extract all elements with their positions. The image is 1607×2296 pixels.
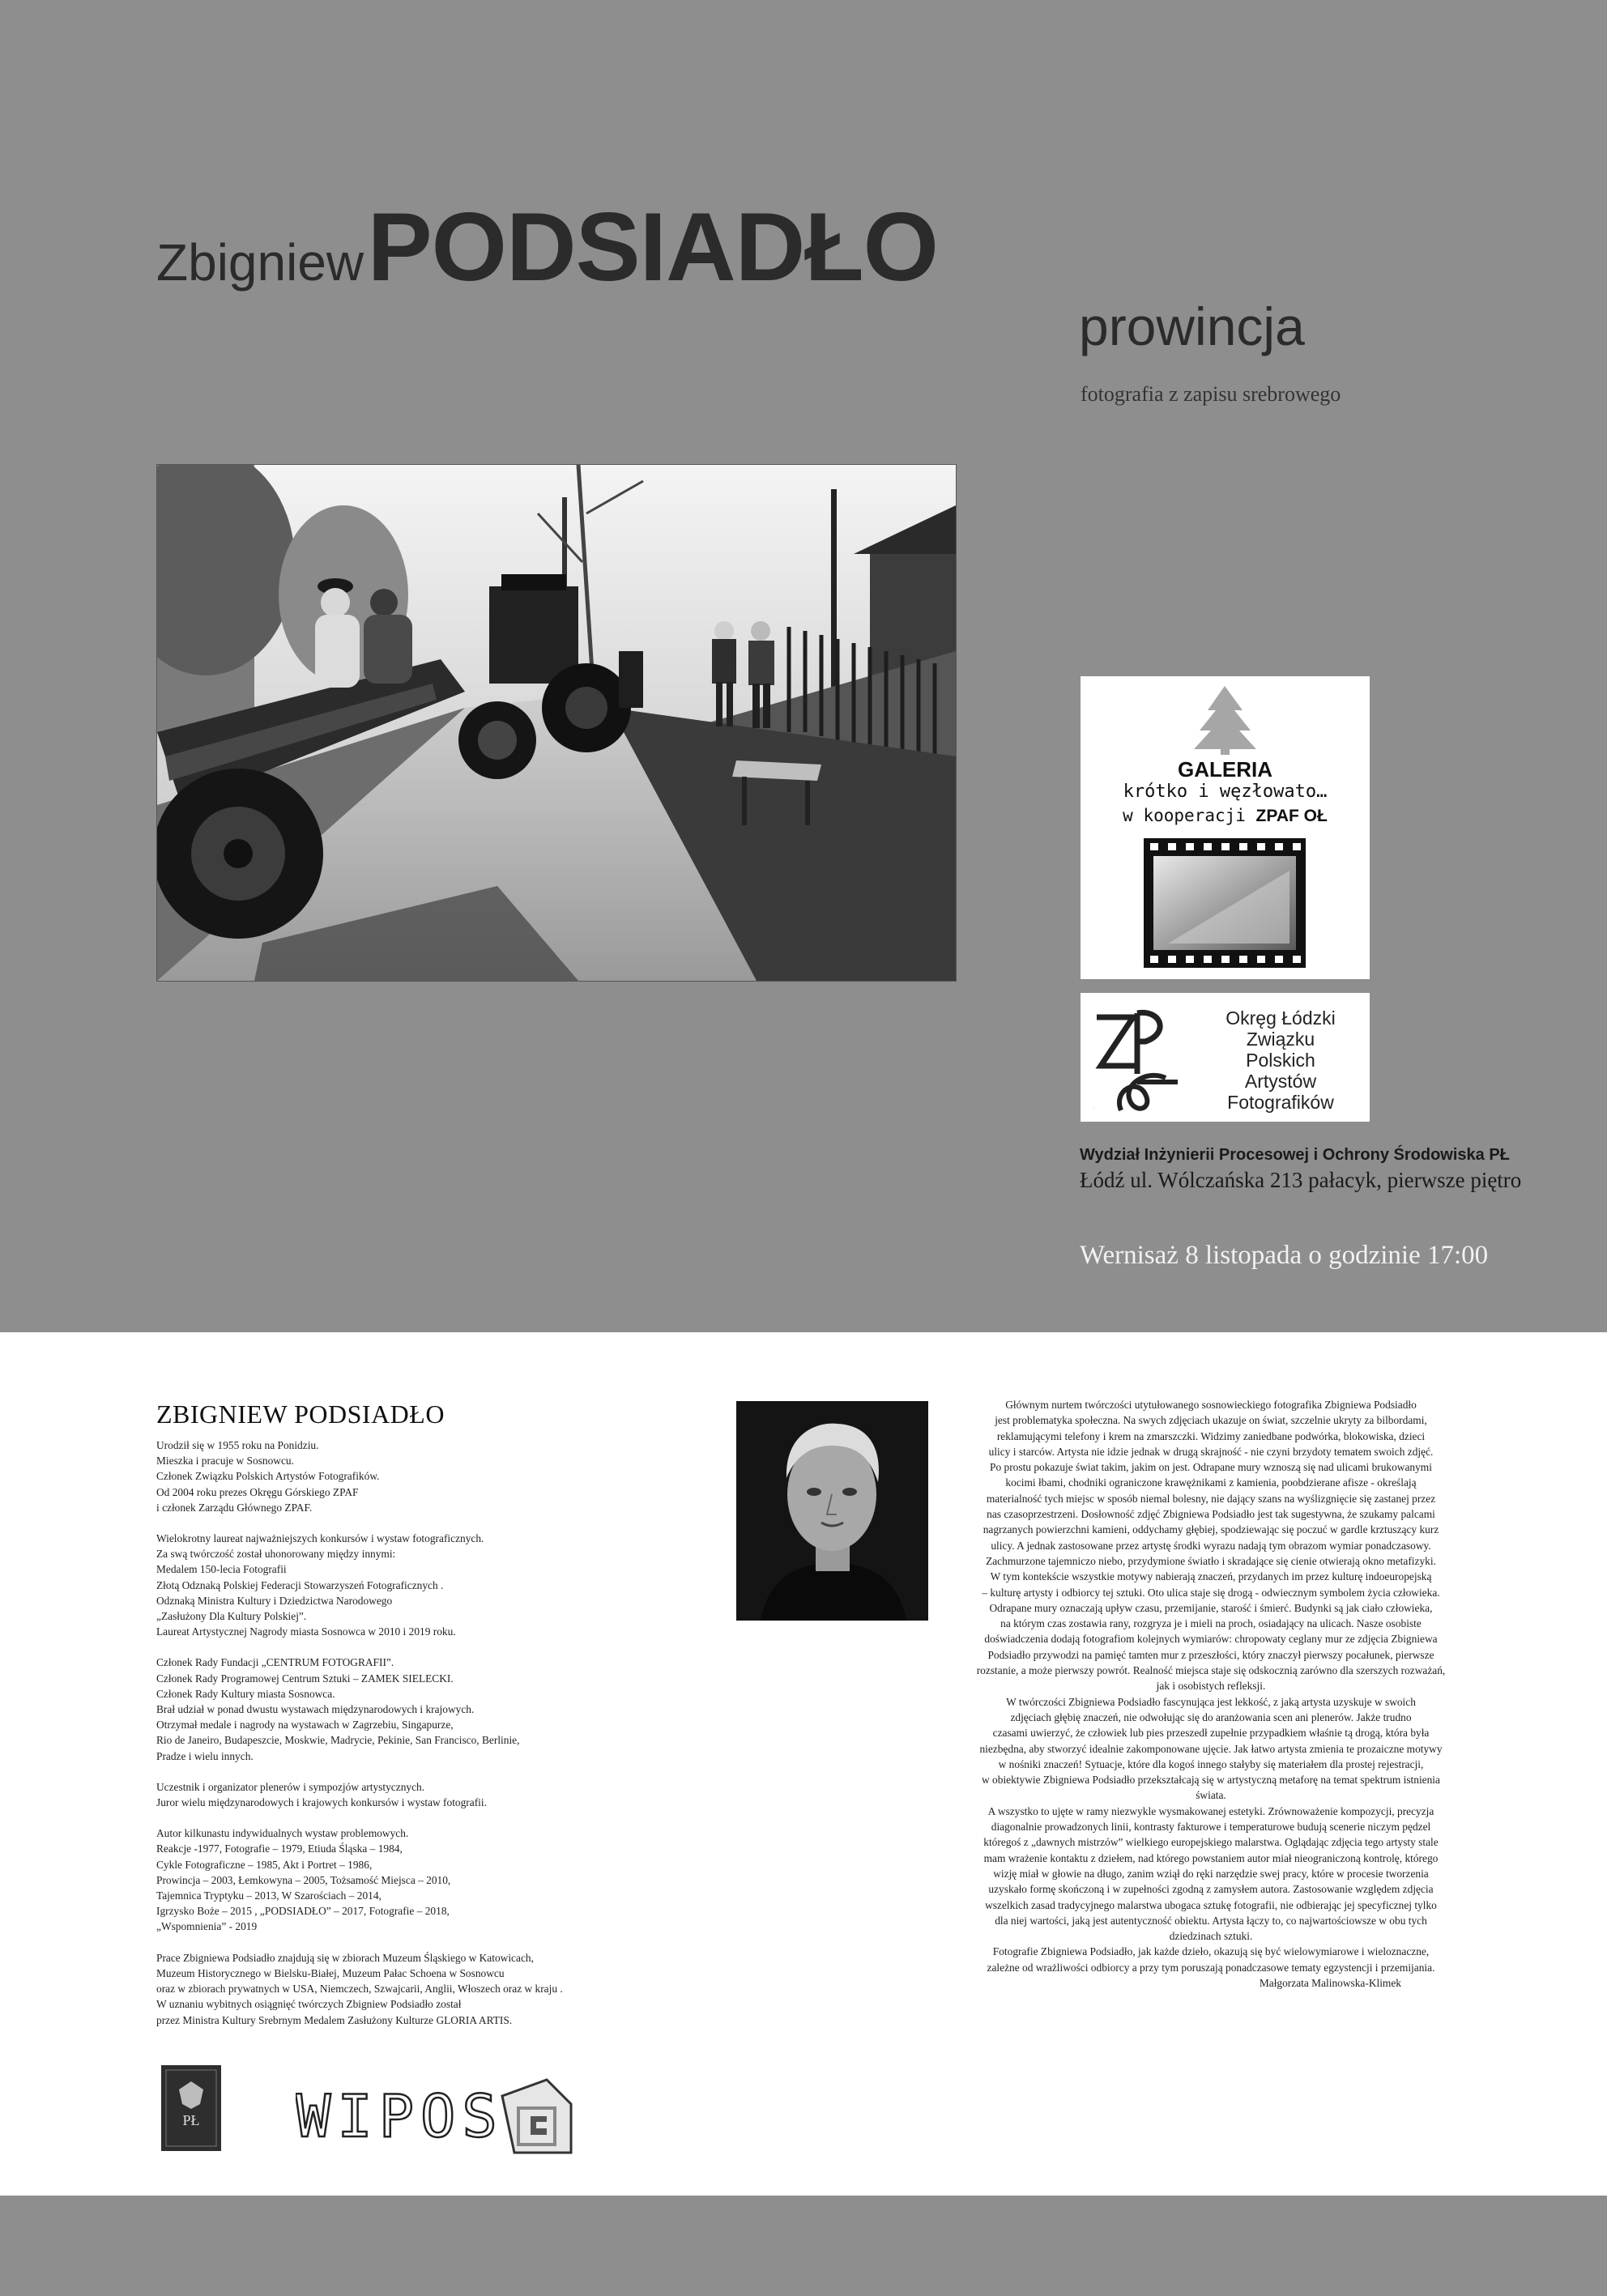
svg-text:WIPOS: WIPOS	[296, 2082, 504, 2150]
essay-line: mam wrażenie kontaktu z dziełem, nad którego powstaniem autor miał nieograniczoną kontrolę, którego	[983, 1851, 1439, 1864]
bio-line: Od 2004 roku prezes Okręgu Górskiego ZPAF	[156, 1485, 359, 1498]
essay-signature: Małgorzata Malinowska-Klimek	[1259, 1976, 1401, 1989]
essay-line: Głównym nurtem twórczości utytułowanego sosnowieckiego fotografika Zbigniewa Podsiadło	[1005, 1399, 1417, 1411]
essay-line: któregoś z „dawnych mistrzów” wielkiego europejskiego malarstwa. Oglądając zdjęcia tego artysty stale	[983, 1836, 1439, 1849]
bio-text	[156, 1438, 659, 2043]
org-line: Związku	[1246, 1029, 1315, 1050]
bio-line: Igrzysko Boże – 2015 , „PODSIADŁO” – 2017, Fotografie – 2018,	[156, 1905, 450, 1918]
essay-line: diagonalnie prowadzonych linii, kontrasty fakturowe i temperaturowe budują scenerie niczym pędzel	[991, 1821, 1431, 1834]
gallery-slogan: krótko i węzłowato…	[1123, 782, 1328, 802]
bio-line: Członek Rady Kultury miasta Sosnowca.	[156, 1687, 335, 1700]
artist-last-name: PODSIADŁO	[367, 193, 938, 301]
essay-line: W twórczości Zbigniewa Podsiadło fascynująca jest lekkość, z jaką artysta uzyskuje w swoich	[1006, 1695, 1416, 1708]
bio-line: Uczestnik i organizator plenerów i sympozjów artystycznych.	[156, 1780, 425, 1793]
cooperation-org: ZPAF OŁ	[1255, 807, 1328, 825]
bio-line: Prowincja – 2003, Łemkowyna – 2005, Tożsamość Miejsca – 2010,	[156, 1873, 451, 1886]
bio-line: Juror wielu międzynarodowych i krajowych konkursów i wystaw fotografii.	[156, 1796, 487, 1809]
essay-line: w obiektywie Zbigniewa Podsiadło przekształcają się w artystyczną metaforę na temat spektrum istnienia	[982, 1774, 1440, 1787]
bio-line: „Wspomnienia” - 2019	[156, 1920, 258, 1933]
org-line: Artystów	[1244, 1071, 1317, 1092]
gallery-cooperation	[1081, 806, 1370, 826]
politechnika-lodzka-logo	[161, 2065, 221, 2151]
essay-line: świata.	[1196, 1789, 1226, 1802]
bio-line: Wielokrotny laureat najważniejszych konkursów i wystaw fotograficznych.	[156, 1532, 484, 1545]
bio-line: i członek Zarządu Głównego ZPAF.	[156, 1501, 313, 1514]
org-line: Fotografików	[1227, 1092, 1334, 1113]
exhibition-title: prowincja	[1079, 296, 1305, 356]
svg-text:ZPAF: ZPAF	[1093, 1108, 1095, 1109]
essay-line: W tym kontekście wszystkie motywy nabierają znaczeń, przydanych im przez kulturę indoeuropejską	[990, 1570, 1432, 1583]
bio-line: „Zasłużony Dla Kultury Polskiej”.	[156, 1610, 307, 1623]
essay-line: Odrapane mury oznaczają upływ czasu, przemijanie, starość i śmierć. Budynki są jak ciało człowieka,	[989, 1601, 1433, 1614]
essay-line: Po prostu pokazuje świat takim, jakim on jest. Odrapane mury wznoszą się nad ulicami brukowanymi	[990, 1461, 1432, 1474]
wipos-logo	[296, 2072, 587, 2165]
bio-line: W uznaniu wybitnych osiągnięć twórczych Zbigniew Podsiadło został	[156, 1998, 462, 2011]
bio-paragraph	[156, 1779, 659, 1810]
essay-line: – kulturę artysty i odbiorcy tej sztuki. Oto ulica staje się drogą - odwiecznym symbolem życia człowieka.	[982, 1586, 1440, 1599]
bio-paragraph	[156, 1438, 659, 1515]
bio-line: Złotą Odznaką Polskiej Federacji Stowarzyszeń Fotograficznych .	[156, 1578, 444, 1591]
essay-line: na którym czas zostawia rany, rozgryza je i mieli na proch, osiadający na ulicach. Nasze osobiste	[1000, 1617, 1422, 1630]
bio-line: Mieszka i pracuje w Sosnowcu.	[156, 1455, 294, 1467]
artist-name-title	[156, 193, 938, 301]
essay-line: uzyskało formę skończoną i w zupełności zgodną z zamysłem autora. Zastosowanie względem zdjęcia	[988, 1883, 1434, 1896]
bio-line: Członek Rady Fundacji „CENTRUM FOTOGRAFII”.	[156, 1656, 394, 1669]
essay-line: reklamującymi telefony i krem na zmarszczki. Widzimy zaniedbane podwórka, blokowiska, dzieci	[996, 1429, 1426, 1442]
essay-line: Podsiadło przywodzi na pamięć tamten mur z przeszłości, który znaczył pierwszy pocałunek, pierwsze	[987, 1648, 1434, 1661]
bio-line: Reakcje -1977, Fotografie – 1979, Etiuda Śląska – 1984,	[156, 1842, 403, 1855]
bio-paragraph	[156, 1655, 659, 1763]
bio-line: Laureat Artystycznej Nagrody miasta Sosnowca w 2010 i 2019 roku.	[156, 1625, 456, 1638]
venue-address: Łódź ul. Wólczańska 213 pałacyk, pierwsze piętro	[1080, 1168, 1522, 1192]
essay-line: nas czasoprzestrzeni. Dosłowność zdjęć Zbigniewa Podsiadło jest tak sugestywna, że szukamy palcami	[987, 1508, 1435, 1521]
featured-photograph	[156, 464, 957, 982]
tree-icon	[1194, 686, 1256, 755]
tractor-photo-image	[157, 465, 956, 981]
bio-line: Brał udział w ponad dwustu wystawach międzynarodowych i krajowych.	[156, 1703, 475, 1716]
essay-line: A wszystko to ujęte w ramy niezwykle wysmakowanej estetyki. Zrównoważenie kompozycji, precyzja	[987, 1804, 1434, 1817]
essay-line: ulicy i starców. Artysta nie idzie jednak w drugą skrajność - nie czyni brzydoty tematem swoich zdjęć.	[988, 1445, 1434, 1458]
gallery-logo	[1081, 676, 1370, 979]
portrait-image	[736, 1401, 928, 1621]
svg-text:PŁ: PŁ	[182, 2112, 200, 2128]
org-line: Polskich	[1246, 1050, 1315, 1071]
bio-line: Odznaką Ministra Kultury i Dziedzictwa Narodowego	[156, 1594, 393, 1607]
bio-line: Urodził się w 1955 roku na Ponidziu.	[156, 1439, 319, 1451]
essay-line: dziedzinach sztuki.	[1169, 1930, 1253, 1943]
bio-line: Cykle Fotograficzne – 1985, Akt i Portret – 1986,	[156, 1858, 373, 1871]
bio-line: przez Ministra Kultury Srebrnym Medalem Zasłużony Kulturze GLORIA ARTIS.	[156, 2013, 513, 2026]
zpaf-monogram-icon	[1089, 1001, 1186, 1114]
essay-line: wizję miał w głowie na długo, zanim wziął do ręki narzędzie swej pracy, które w procesie tworzenia	[993, 1867, 1429, 1880]
gallery-name: GALERIA	[1178, 757, 1272, 782]
essay-line: kocimi łbami, chodniki ograniczone krawężnikami z kamienia, poobdzierane afisze - określają	[1005, 1476, 1417, 1489]
essay-line: doświadczenia dodają fotografiom kolejnych wymiarów: chropowaty ceglany mur ze zdjęcia Zbigniewa	[984, 1633, 1438, 1646]
bio-line: Członek Związku Polskich Artystów Fotografików.	[156, 1470, 380, 1483]
essay-text	[948, 1397, 1474, 1991]
zpaf-logo	[1081, 993, 1370, 1122]
bio-paragraph	[156, 1950, 659, 2028]
footer-bar	[0, 2196, 1607, 2296]
bio-line: Rio de Janeiro, Budapeszcie, Moskwie, Madrycie, Pekinie, San Francisco, Berlinie,	[156, 1734, 520, 1747]
bio-line: Muzeum Historycznego w Bielsku-Białej, Muzeum Pałac Schoena w Sosnowcu	[156, 1966, 505, 1979]
essay-line: Fotografie Zbigniewa Podsiadło, jak każde dzieło, okazują się być wielowymiarowe i wieloznaczne,	[992, 1945, 1430, 1958]
zpaf-organization-name	[1200, 1007, 1362, 1113]
bio-line: Pradze i wielu innych.	[156, 1749, 254, 1762]
essay-line: ulicy. A jednak zastosowane przez artystę środki wyrazu nadają tym obrazom wymiar ponadczasowy.	[991, 1539, 1431, 1552]
org-line: Okręg Łódzki	[1225, 1007, 1336, 1029]
wipos-wordmark-icon	[296, 2072, 587, 2161]
essay-line: materialność tych miejsc w sposób niemal bolesny, nie dający szans na wyślizgnięcie się zastanej przez	[986, 1492, 1436, 1505]
vernissage-date: Wernisaż 8 listopada o godzinie 17:00	[1080, 1241, 1489, 1270]
bio-paragraph	[156, 1531, 659, 1639]
bio-line: oraz w zbiorach prywatnych w USA, Niemczech, Szwajcarii, Anglii, Włoszech oraz w kraju .	[156, 1983, 563, 1996]
bio-line: Autor kilkunastu indywidualnych wystaw problemowych.	[156, 1827, 409, 1840]
essay-line: zdjęciach głębię znaczeń, nie odwołując się do aranżowania scen ani plenerów. Jakże trudno	[1010, 1710, 1412, 1723]
bio-line: Tajemnica Tryptyku – 2013, W Szarościach – 2014,	[156, 1889, 382, 1902]
essay-line: zależne od wrażliwości odbiorcy a przy tym poruszają ponadczasowe tematy egzystencji i przemijania.	[987, 1961, 1435, 1974]
essay-line: niezbędna, aby stworzyć idealnie zakomponowane ujęcie. Jak łatwo artysta zmienia te prozaiczne motywy	[979, 1742, 1443, 1755]
essay-line: Zachmurzone tajemniczo niebo, przydymione światło i skradające się cienie otwierają okno metafizyki.	[986, 1554, 1436, 1567]
bio-line: Za swą twórczość został uhonorowany między innymi:	[156, 1548, 396, 1561]
film-strip-icon	[1144, 838, 1306, 968]
essay-line: nagrzanych powierzchni kamieni, oddychamy głębiej, spodziewając się poczuć w gardle krztuszący kurz	[983, 1523, 1439, 1536]
artist-first-name: Zbigniew	[156, 233, 364, 292]
bio-line: Medalem 150-lecia Fotografii	[156, 1563, 287, 1576]
essay-line: w nośniki znaczeń! Sytuacje, które dla kogoś innego stałyby się materiałem dla prostej rejestracji,	[998, 1757, 1424, 1770]
university-crest-icon	[161, 2065, 221, 2151]
bio-line: Członek Rady Programowej Centrum Sztuki – ZAMEK SIELECKI.	[156, 1672, 454, 1685]
essay-line: dla niej wartości, jaką jest autentyczność obiektu. Artysta łączy to, co najwartościowsze w obu tych	[995, 1914, 1427, 1927]
essay-line: jest problematyka społeczna. Na swych zdjęciach ukazuje on świat, szczelnie ukryty za bilbordami,	[995, 1414, 1427, 1427]
bio-paragraph	[156, 1825, 659, 1934]
bio-line: Prace Zbigniewa Podsiadło znajdują się w zbiorach Muzeum Śląskiego w Katowicach,	[156, 1951, 534, 1964]
bio-line: Otrzymał medale i nagrody na wystawach w Zagrzebiu, Singapurze,	[156, 1719, 454, 1732]
essay-line: jak i osobistych refleksji.	[1156, 1680, 1266, 1693]
bio-heading: ZBIGNIEW PODSIADŁO	[156, 1399, 445, 1429]
artist-portrait	[736, 1401, 928, 1621]
cooperation-prefix: w kooperacji	[1123, 806, 1246, 825]
essay-line: wszelkich zasad tradycyjnego malarstwa ubogaca sztukę fotografii, nie odbierając jej specyficznej tylko	[985, 1898, 1437, 1911]
venue-department: Wydział Inżynierii Procesowej i Ochrony Środowiska PŁ	[1080, 1146, 1510, 1164]
exhibition-tagline: fotografia z zapisu srebrowego	[1081, 382, 1341, 406]
essay-line: czasami uwierzyć, że człowiek lub pies przeszedł zupełnie przypadkiem właśnie tą drogą, która była	[992, 1727, 1430, 1740]
essay-line: rozstanie, a może pierwszy powrót. Realność miejsca staje się odskocznią zarówno dla szerszych rozważań,	[976, 1664, 1446, 1677]
